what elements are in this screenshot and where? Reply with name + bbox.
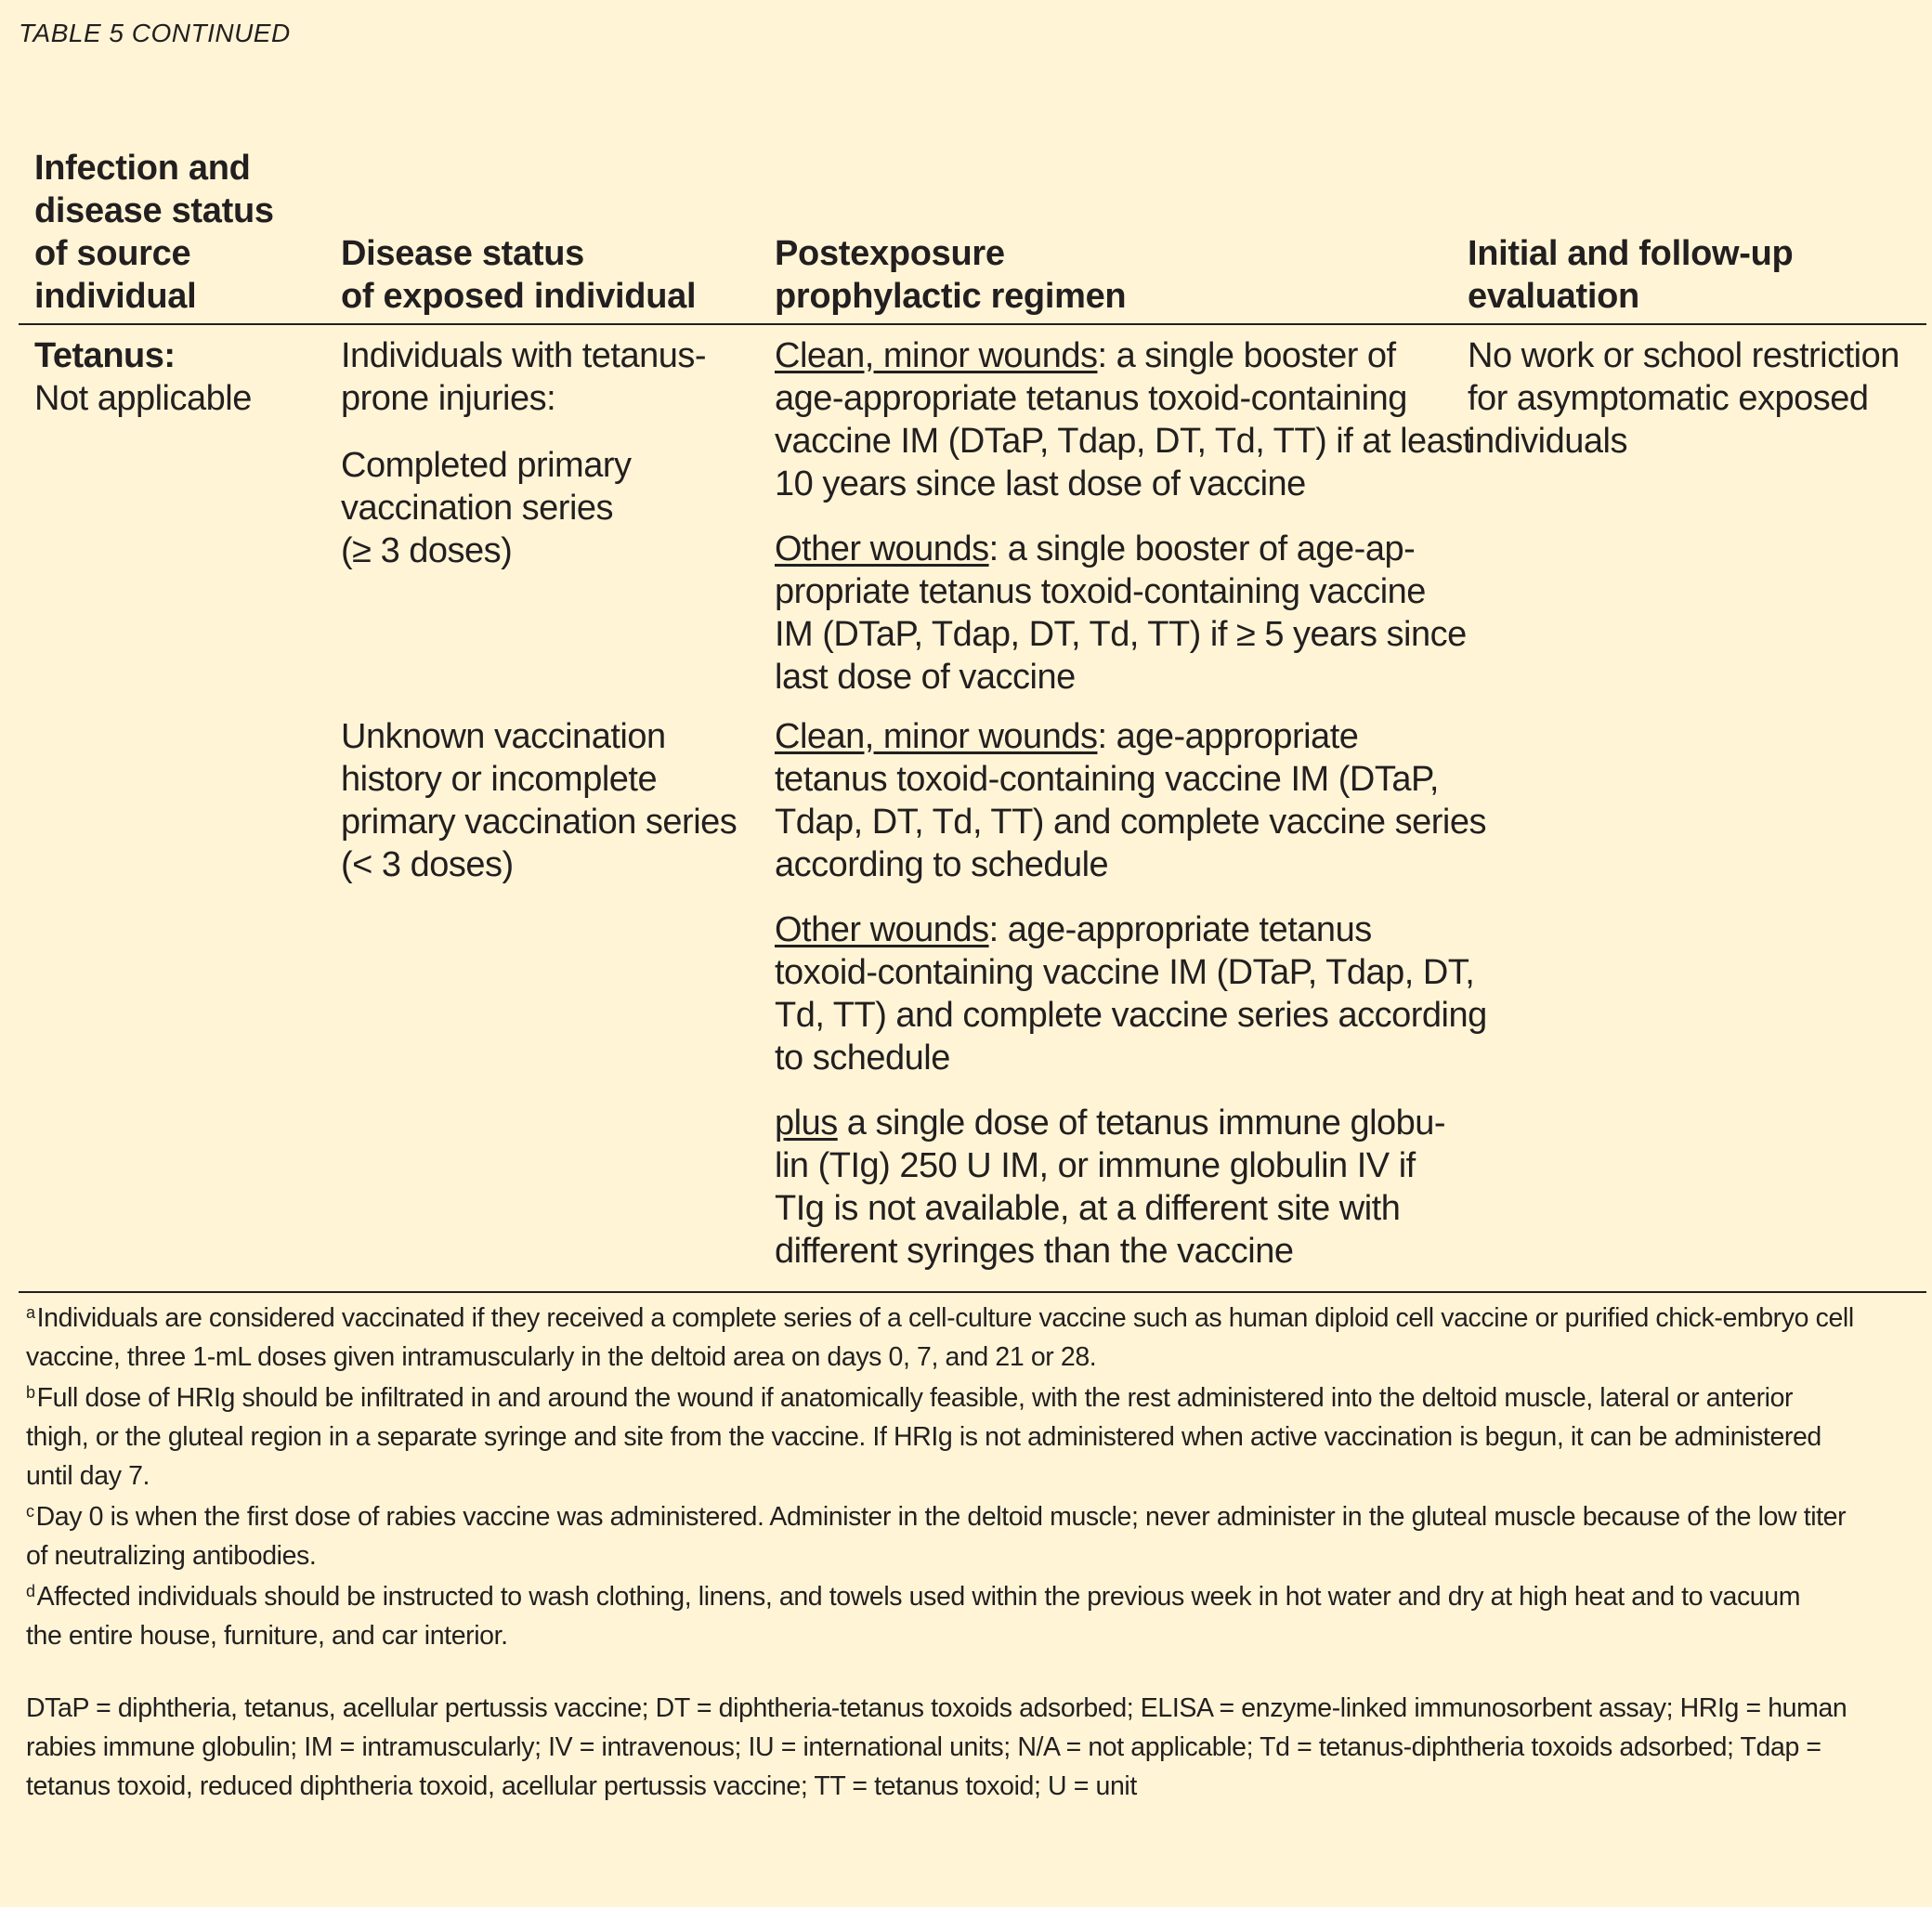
- header-exposed-status: [341, 232, 759, 318]
- text-line: vaccination series: [341, 489, 614, 528]
- text-line: Unknown vaccination: [341, 717, 666, 756]
- text-line: : age-appropriate: [1097, 717, 1359, 756]
- header-line: disease status: [34, 191, 274, 230]
- text-line: DTaP = diphtheria, tetanus, acellular pertussis vaccine; DT = diphtheria-tetanus toxoids adsorbed; ELISA = enzyme-linked immunosorbent assay; HRIg = human: [26, 1693, 1847, 1723]
- text-line: : a single booster of age-ap-: [988, 529, 1416, 568]
- exposed-intro: [341, 334, 759, 420]
- regimen-label: Clean, minor wounds: [775, 336, 1098, 375]
- footnote-mark: d: [26, 1582, 35, 1600]
- regimen-label: plus: [775, 1104, 838, 1143]
- header-prophylactic-regimen: [775, 232, 1462, 318]
- footnote-rule: [19, 1291, 1926, 1293]
- text-line: primary vaccination series: [341, 803, 738, 842]
- footnote-mark: b: [26, 1383, 35, 1402]
- text-line: prone injuries:: [341, 379, 556, 418]
- footnote-mark: a: [26, 1303, 35, 1322]
- text-line: TIg is not available, at a different site with: [775, 1189, 1401, 1228]
- text-line: a single dose of tetanus immune globu-: [837, 1104, 1446, 1143]
- header-rule: [19, 323, 1926, 325]
- footnote-a: [26, 1299, 1912, 1377]
- footnote-d: [26, 1577, 1912, 1655]
- header-source-status: [34, 147, 332, 318]
- header-line: Disease status: [341, 234, 584, 273]
- text-line: propriate tetanus toxoid-containing vaccine: [775, 572, 1426, 611]
- text-line: Affected individuals should be instructed to wash clothing, linens, and towels used within the previous week in hot water and dry at high heat and to vacuum: [36, 1582, 1801, 1612]
- source-disease-status: Not applicable: [34, 379, 252, 418]
- footnote-mark: c: [26, 1502, 34, 1521]
- text-line: lin (TIg) 250 U IM, or immune globulin IV if: [775, 1146, 1416, 1185]
- text-line: IM (DTaP, Tdap, DT, Td, TT) if ≥ 5 years since: [775, 615, 1467, 654]
- text-line: tetanus toxoid-containing vaccine IM (DTaP,: [775, 760, 1439, 799]
- text-line: Completed primary: [341, 446, 632, 485]
- text-line: vaccine IM (DTaP, Tdap, DT, Td, TT) if at least: [775, 422, 1472, 461]
- text-line: (≥ 3 doses): [341, 531, 513, 570]
- header-line: Postexposure: [775, 234, 1005, 273]
- text-line: age-appropriate tetanus toxoid-containing: [775, 379, 1407, 418]
- text-line: vaccine, three 1-mL doses given intramuscularly in the deltoid area on days 0, 7, and 21 or 28.: [26, 1342, 1097, 1372]
- text-line: : a single booster of: [1097, 336, 1396, 375]
- source-cell: [34, 334, 332, 420]
- text-line: history or incomplete: [341, 760, 658, 799]
- text-line: Td, TT) and complete vaccine series according: [775, 996, 1487, 1035]
- table-caption: TABLE 5 CONTINUED: [19, 19, 291, 47]
- text-line: of neutralizing antibodies.: [26, 1541, 317, 1571]
- regimen-clean-minor-completed: [775, 334, 1472, 505]
- header-line: of exposed individual: [341, 277, 697, 316]
- text-line: No work or school restriction: [1468, 336, 1899, 375]
- text-line: toxoid-containing vaccine IM (DTaP, Tdap, DT,: [775, 953, 1475, 992]
- text-line: until day 7.: [26, 1461, 150, 1491]
- regimen-other-unknown: [775, 908, 1487, 1079]
- text-line: the entire house, furniture, and car interior.: [26, 1621, 508, 1651]
- header-line: prophylactic regimen: [775, 277, 1127, 316]
- footnote-c: [26, 1497, 1912, 1575]
- header-line: Infection and: [34, 149, 251, 188]
- regimen-label: Other wounds: [775, 910, 989, 949]
- text-line: (< 3 doses): [341, 845, 514, 884]
- header-line: of source: [34, 234, 191, 273]
- header-evaluation: [1468, 232, 1913, 318]
- header-line: Initial and follow-up: [1468, 234, 1794, 273]
- text-line: Tdap, DT, Td, TT) and complete vaccine series: [775, 803, 1486, 842]
- text-line: Individuals with tetanus-: [341, 336, 707, 375]
- evaluation-cell: [1468, 334, 1913, 463]
- text-line: 10 years since last dose of vaccine: [775, 464, 1306, 503]
- footnote-b: [26, 1378, 1912, 1496]
- abbreviations: [26, 1689, 1912, 1806]
- text-line: Day 0 is when the first dose of rabies vaccine was administered. Administer in the deltoid muscle; never administer in the gluteal muscle because of the low titer: [35, 1502, 1847, 1532]
- regimen-other-completed: [775, 528, 1467, 699]
- regimen-plus-tig: [775, 1102, 1462, 1273]
- source-disease-name: Tetanus:: [34, 336, 176, 375]
- regimen-clean-minor-unknown: [775, 715, 1486, 886]
- text-line: for asymptomatic exposed: [1468, 379, 1869, 418]
- exposed-completed-series: [341, 444, 759, 572]
- text-line: to schedule: [775, 1038, 950, 1078]
- text-line: rabies immune globulin; IM = intramuscularly; IV = intravenous; IU = international units; N/A = not applicable; Td = tetanus-diphtheria toxoids adsorbed; Tdap =: [26, 1732, 1821, 1762]
- regimen-label: Clean, minor wounds: [775, 717, 1098, 756]
- text-line: thigh, or the gluteal region in a separate syringe and site from the vaccine. If HRIg is not administered when active vaccination is begun, it can be administered: [26, 1422, 1821, 1452]
- text-line: : age-appropriate tetanus: [988, 910, 1372, 949]
- text-line: tetanus toxoid, reduced diphtheria toxoid, acellular pertussis vaccine; TT = tetanus toxoid; U = unit: [26, 1771, 1137, 1801]
- text-line: according to schedule: [775, 845, 1109, 884]
- header-line: individual: [34, 277, 197, 316]
- text-line: Full dose of HRIg should be infiltrated in and around the wound if anatomically feasible, with the rest administered into the deltoid muscle, lateral or anterior: [36, 1383, 1794, 1413]
- text-line: last dose of vaccine: [775, 658, 1076, 697]
- header-line: evaluation: [1468, 277, 1639, 316]
- text-line: individuals: [1468, 422, 1627, 461]
- exposed-unknown-series: [341, 715, 759, 886]
- text-line: Individuals are considered vaccinated if they received a complete series of a cell-culture vaccine such as human diploid cell vaccine or purified chick-embryo cell: [36, 1303, 1854, 1333]
- text-line: different syringes than the vaccine: [775, 1232, 1294, 1271]
- regimen-label: Other wounds: [775, 529, 989, 568]
